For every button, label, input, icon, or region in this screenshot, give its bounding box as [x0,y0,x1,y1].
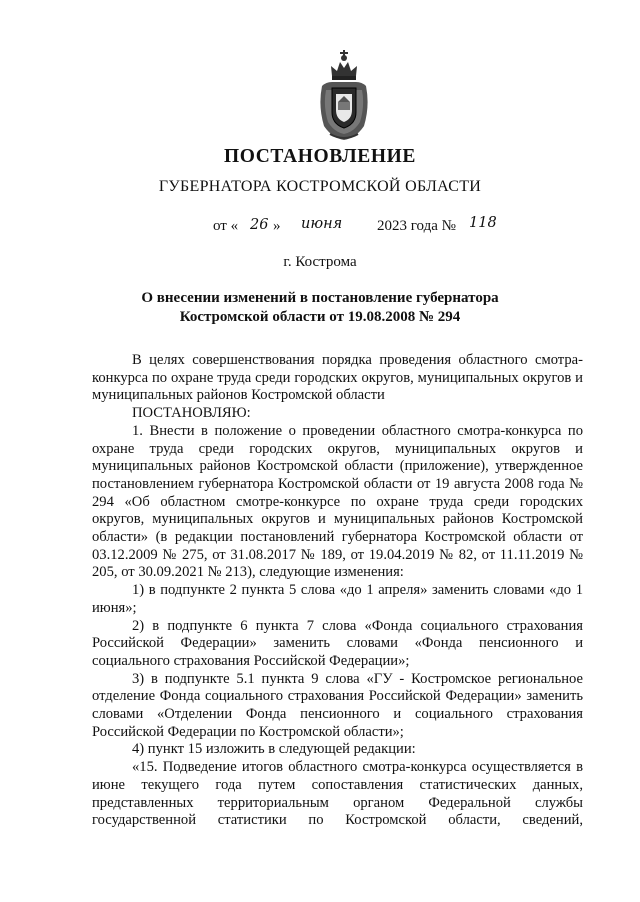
paragraph-subitem-1: 1) в подпункте 2 пункта 5 слова «до 1 апреля» заменить словами «до 1 июня»; [92,582,583,616]
heading-line-2: Костромской области от 19.08.2008 № 294 [179,309,461,325]
heading-line-1: О внесении изменений в постановление губернатора [141,290,499,306]
paragraph-resolve: ПОСТАНОВЛЯЮ: [132,405,251,422]
document-body [92,352,583,830]
paragraph-clause-15: «15. Подведение итогов областного смотра-конкурса осуществляется в июне текущего года путем сопоставления статистических данных, представленных территориальным органом Федеральной службы государственной статистики по Костромской области, сведений, [92,759,583,829]
document-title: ПОСТАНОВЛЕНИЕ [223,146,417,167]
document-issuer: ГУБЕРНАТОРА КОСТРОМСКОЙ ОБЛАСТИ [158,178,482,195]
paragraph-preamble: В целях совершенствования порядка проведения областного смотра-конкурса по охране труда среди городских округов, муниципальных округов и муниципальных районов Костромской области [92,352,583,404]
document-heading [0,289,640,327]
paragraph-subitem-4: 4) пункт 15 изложить в следующей редакции: [132,741,416,758]
paragraph-subitem-2: 2) в подпункте 6 пункта 7 слова «Фонда социального страхования Российской Федерации» заменить словами «Фонда пенсионного и социального страхования Российской Федерации»; [92,617,583,669]
document-number: 118 [469,215,497,231]
date-month: июня [301,216,343,232]
paragraph-item-1: 1. Внести в положение о проведении областного смотра-конкурса по охране труда среди городских округов, муниципальных округов и муниципальных районов Костромской области (приложение), утвержденное постановлением губернатора Костромской области от 19 августа 2008 года № 294 «Об областном смотре-конкурсе по охране труда среди городских округов, муниципальных округов и муниципальных районов Костромской области» (в редакции постановлений губернатора Костромской области от 03.12.2009 № 275, от 31.08.2017 № 189, от 19.04.2019 № 82, от 11.11.2019 № 205, от 30.09.2021 № 213), следующие изменения: [92,422,583,581]
coat-of-arms-icon [318,46,370,142]
paragraph-subitem-3: 3) в подпункте 5.1 пункта 9 слова «ГУ - Костромское региональное отделение Фонда социального страхования Российской Федерации» заменить словами «Отделении Фонда пенсионного и социального страхования Российской Федерации по Костромской области»; [92,670,583,740]
date-prefix: от « [213,218,239,234]
date-quote-close: » [273,218,281,234]
date-day: 26 [250,217,269,233]
date-line [213,215,553,244]
city-line: г. Кострома [283,254,357,270]
date-year: 2023 года № [377,218,456,234]
